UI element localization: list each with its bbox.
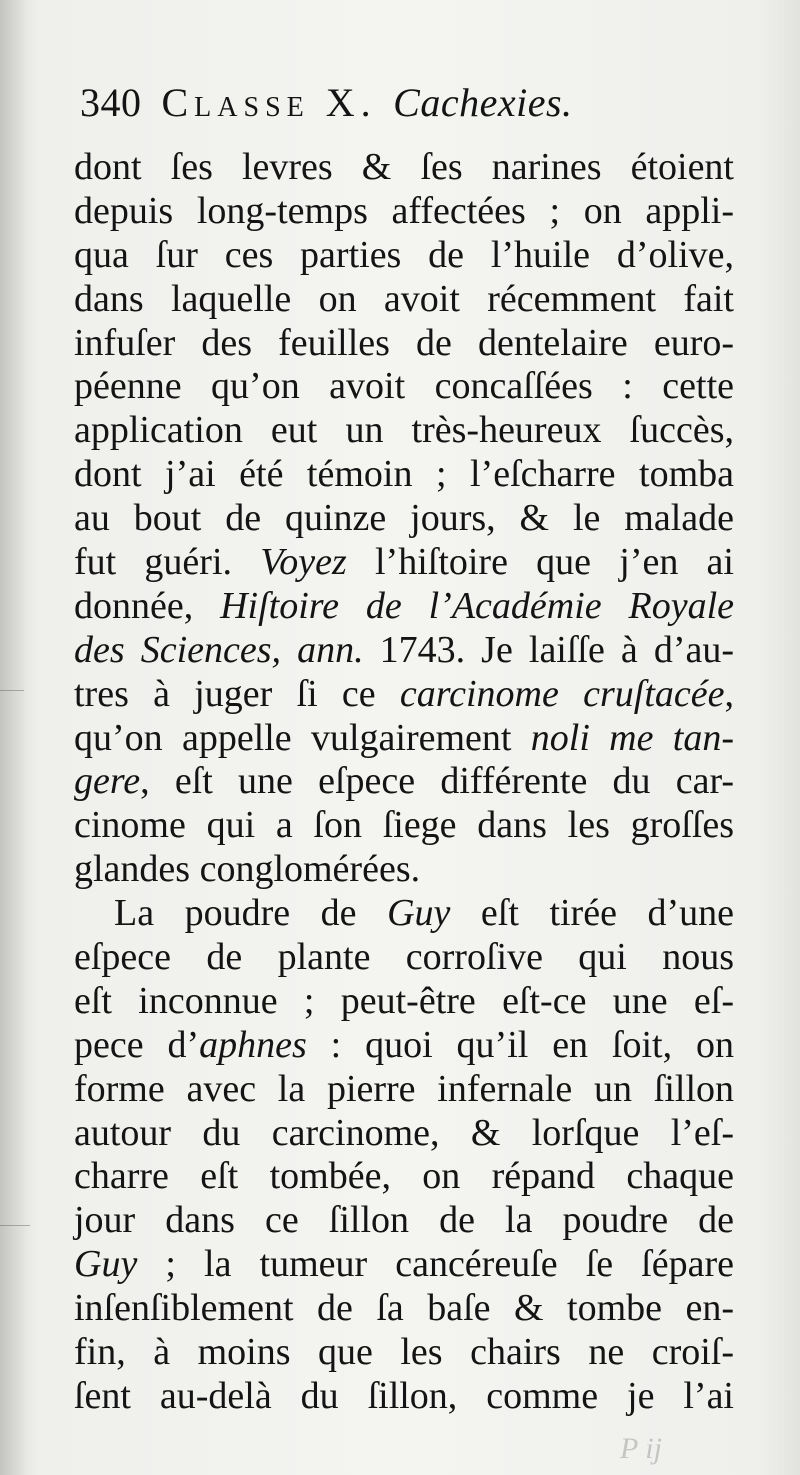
- text-segment: ; la tumeur cancéreuſe ſe ſépare: [137, 1243, 734, 1286]
- text-line: [74, 1199, 734, 1243]
- italic-segment: gere: [74, 760, 141, 803]
- text-segment: dont ſes levres & ſes narines étoient: [74, 146, 734, 188]
- text-line: [74, 409, 734, 453]
- text-segment: eſpece de plante corroſive qui nous: [74, 936, 734, 979]
- italic-segment: aphnes: [199, 1023, 307, 1066]
- text-segment: fut guéri.: [74, 541, 261, 584]
- text-segment: qua ſur ces parties de l’huile d’olive,: [74, 233, 734, 276]
- text-line: [74, 1331, 734, 1375]
- text-segment: au bout de quinze jours, & le malade: [74, 497, 734, 540]
- italic-segment: Guy: [74, 1243, 138, 1286]
- chapter-heading: Cachexies.: [393, 80, 573, 125]
- text-segment: autour du carcinome, & lorſque l’eſ-: [74, 1111, 734, 1154]
- text-line: [74, 1068, 734, 1112]
- text-segment: dont j’ai été témoin ; l’eſcharre tomba: [74, 453, 734, 496]
- text-line: [74, 322, 734, 366]
- text-segment: , eſt une eſpece différente du car-: [140, 760, 734, 803]
- text-segment: depuis long-temps affectées ; on appli-: [74, 189, 734, 232]
- text-segment: jour dans ce ſillon de la poudre de: [74, 1199, 734, 1242]
- text-line: [74, 585, 734, 629]
- text-segment: tres à juger ſi ce: [74, 672, 400, 715]
- text-segment: ,: [724, 672, 734, 715]
- text-segment: infuſer des feuilles de dentelaire euro-: [74, 321, 734, 364]
- italic-segment: Voyez: [260, 541, 347, 584]
- text-line: [74, 1024, 734, 1068]
- text-line: [74, 234, 734, 278]
- page-number: 340: [80, 80, 142, 125]
- class-heading: Classe X.: [161, 80, 377, 125]
- margin-mark: [0, 1225, 30, 1226]
- text-line: [74, 1155, 734, 1199]
- body-text: [74, 146, 734, 1419]
- running-head: [80, 78, 740, 128]
- text-line: [74, 760, 734, 804]
- text-line: [74, 365, 734, 409]
- text-line: [74, 1287, 734, 1331]
- text-line: [74, 848, 734, 892]
- text-line: [74, 892, 734, 936]
- italic-segment: noli me tan-: [530, 716, 735, 759]
- text-segment: l’hiſtoire que j’en ai: [346, 541, 734, 584]
- text-line: [74, 278, 734, 322]
- text-line: [74, 980, 734, 1024]
- margin-mark: [0, 690, 24, 691]
- text-line: [74, 1243, 734, 1287]
- text-line: [74, 453, 734, 497]
- text-segment: eſt tirée d’une: [450, 892, 734, 935]
- text-segment: eſt inconnue ; peut-être eſt-ce une eſ-: [74, 979, 734, 1022]
- signature-mark: P ij: [620, 1432, 662, 1465]
- text-line: [74, 936, 734, 980]
- italic-segment: Hiſtoire de l’Académie Royale: [220, 584, 735, 627]
- text-segment: inſenſiblement de ſa baſe & tombe en-: [74, 1287, 734, 1330]
- text-segment: application eut un très-heureux ſuccès,: [74, 409, 734, 452]
- text-line: [74, 497, 734, 541]
- text-line: [74, 190, 734, 234]
- text-segment: glandes conglomérées.: [74, 848, 421, 891]
- text-segment: fin, à moins que les chairs ne croiſ-: [74, 1331, 734, 1374]
- text-segment: dans laquelle on avoit récemment fait: [74, 277, 734, 320]
- text-line: [74, 804, 734, 848]
- text-segment: pece d’: [74, 1023, 200, 1066]
- text-segment: cinome qui a ſon ſiege dans les groſſes: [74, 804, 734, 847]
- text-line: [74, 629, 734, 673]
- text-segment: ſent au-delà du ſillon, comme je l’ai: [74, 1374, 734, 1417]
- text-line: [74, 146, 734, 190]
- text-segment: forme avec la pierre infernale un ſillon: [74, 1067, 734, 1110]
- text-segment: 1743. Je laiſſe à d’au-: [363, 628, 734, 671]
- italic-segment: carcinome cruſtacée: [399, 672, 725, 715]
- text-segment: péenne qu’on avoit concaſſées : cette: [74, 365, 734, 408]
- text-segment: qu’on appelle vulgairement: [74, 716, 531, 759]
- text-segment: La poudre de: [114, 892, 388, 935]
- text-line: [74, 541, 734, 585]
- italic-segment: Guy: [387, 892, 451, 935]
- text-segment: charre eſt tombée, on répand chaque: [74, 1155, 734, 1198]
- text-segment: : quoi qu’il en ſoit, on: [306, 1023, 734, 1066]
- gutter-shadow: [0, 0, 28, 1475]
- italic-segment: des Sciences, ann.: [74, 628, 364, 671]
- text-segment: donnée,: [74, 584, 221, 627]
- text-line: [74, 1112, 734, 1156]
- text-line: [74, 717, 734, 761]
- text-line: [74, 1375, 734, 1419]
- text-line: [74, 673, 734, 717]
